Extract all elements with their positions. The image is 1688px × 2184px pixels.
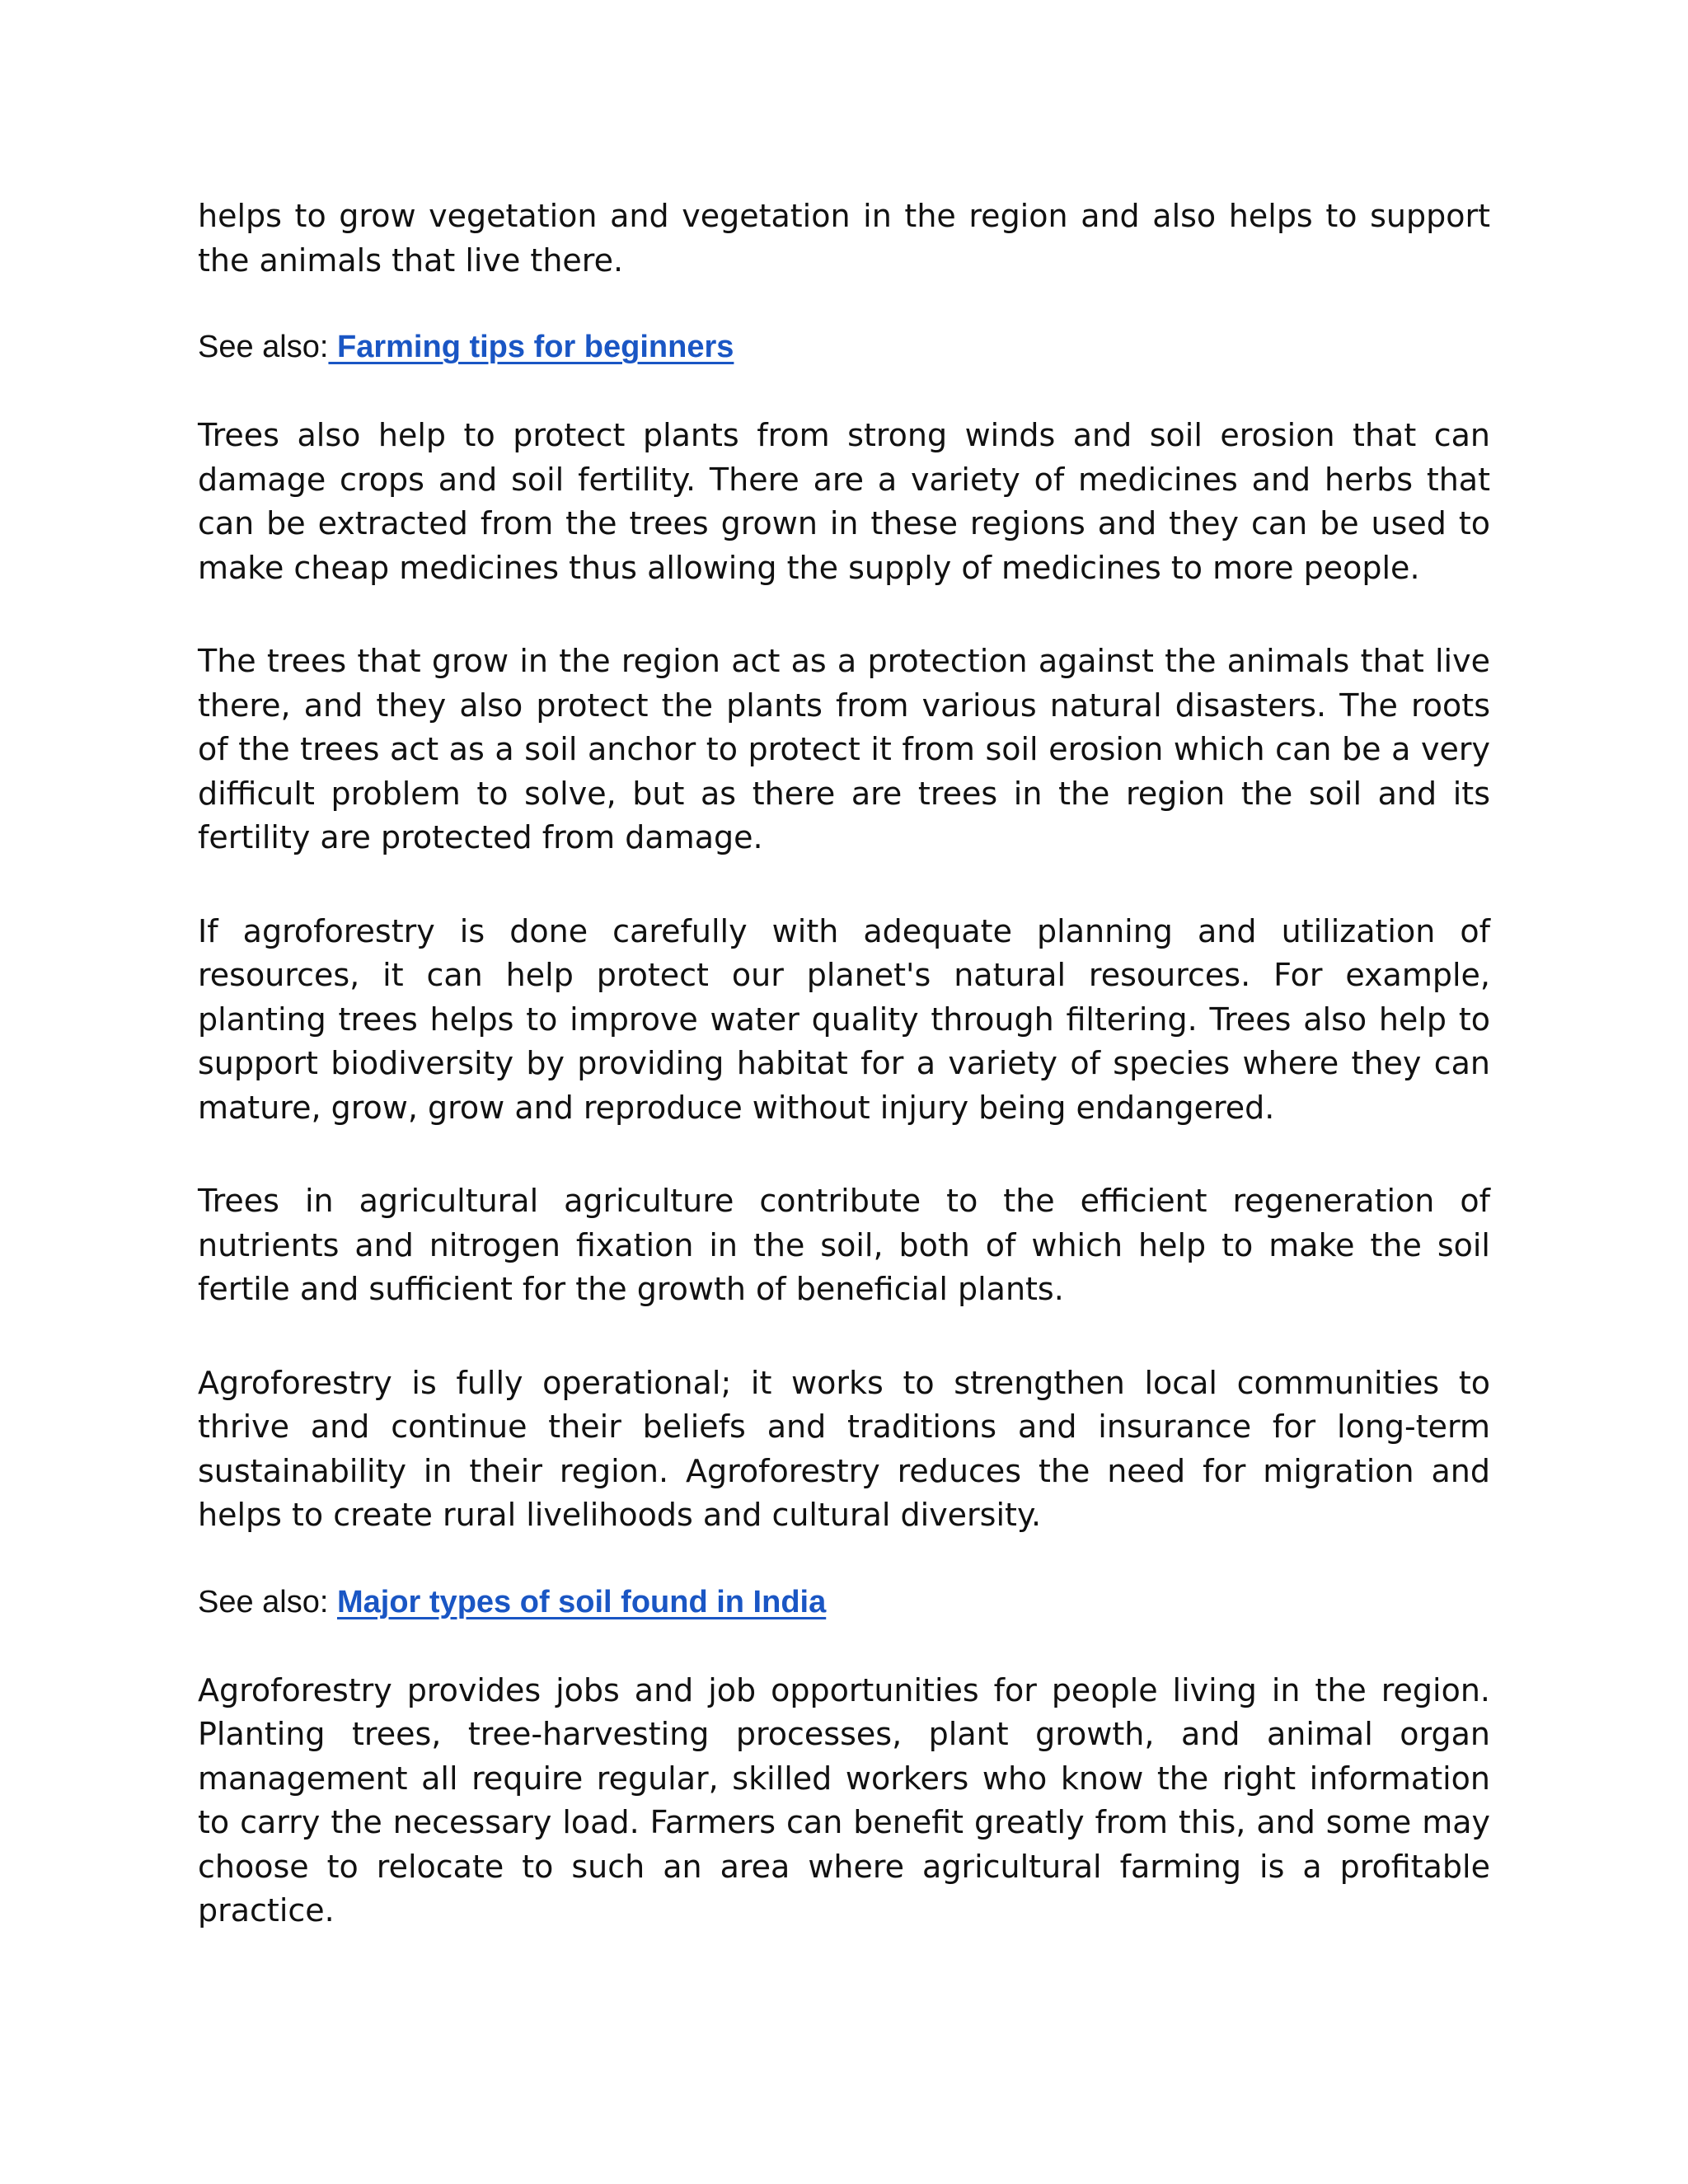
paragraph-6: Agroforestry is fully operational; it works to strengthen local communities to thrive and continue their beliefs and traditions and insurance for long-term sustainability in their region. Agroforestry reduces the need for migration and helps to create rural livelihoods and cultural diversity. xyxy=(198,1364,1490,1533)
paragraph-3: The trees that grow in the region act as a protection against the animals that live there, and they also protect the plants from various natural disasters. The roots of the trees act as a soil anchor to protect it from soil erosion which can be a very difficult problem to solve, but as there are trees in the region the soil and its fertility are protected from damage. xyxy=(198,643,1490,855)
see-also-1 xyxy=(198,326,1490,369)
paragraph-2: Trees also help to protect plants from strong winds and soil erosion that can damage crops and soil fertility. There are a variety of medicines and herbs that can be extracted from the trees grown in these regions and they can be used to make cheap medicines thus allowing the supply of medicines to more people. xyxy=(198,417,1490,586)
link-farming-tips[interactable]: Farming tips for beginners xyxy=(328,330,734,364)
paragraph-1: helps to grow vegetation and vegetation in the region and also helps to support the animals that live there. xyxy=(198,198,1490,279)
link-soil-types-india[interactable]: Major types of soil found in India xyxy=(337,1584,827,1619)
paragraph-5: Trees in agricultural agriculture contribute to the efficient regeneration of nutrients and nitrogen fixation in the soil, both of which help to make the soil fertile and sufficient for the growth of beneficial plants. xyxy=(198,1183,1490,1307)
see-also-prefix: See also: xyxy=(198,330,329,364)
paragraph-4: If agroforestry is done carefully with adequate planning and utilization of resources, it can help protect our planet's natural resources. For example, planting trees helps to improve water quality through filtering. Trees also help to support biodiversity by providing habitat for a variety of species where they can mature, grow, grow and reproduce without injury being endangered. xyxy=(198,912,1490,1126)
document-page xyxy=(198,194,1490,1933)
see-also-prefix: See also: xyxy=(198,1584,337,1619)
see-also-2 xyxy=(198,1581,1490,1624)
paragraph-7: Agroforestry provides jobs and job opportunities for people living in the region. Planting trees, tree-harvesting processes, plant growth, and animal organ management all require regular, skilled workers who know the right information to carry the necessary load. Farmers can benefit greatly from this, and some may choose to relocate to such an area where agricultural farming is a profitable practice. xyxy=(198,1671,1490,1929)
